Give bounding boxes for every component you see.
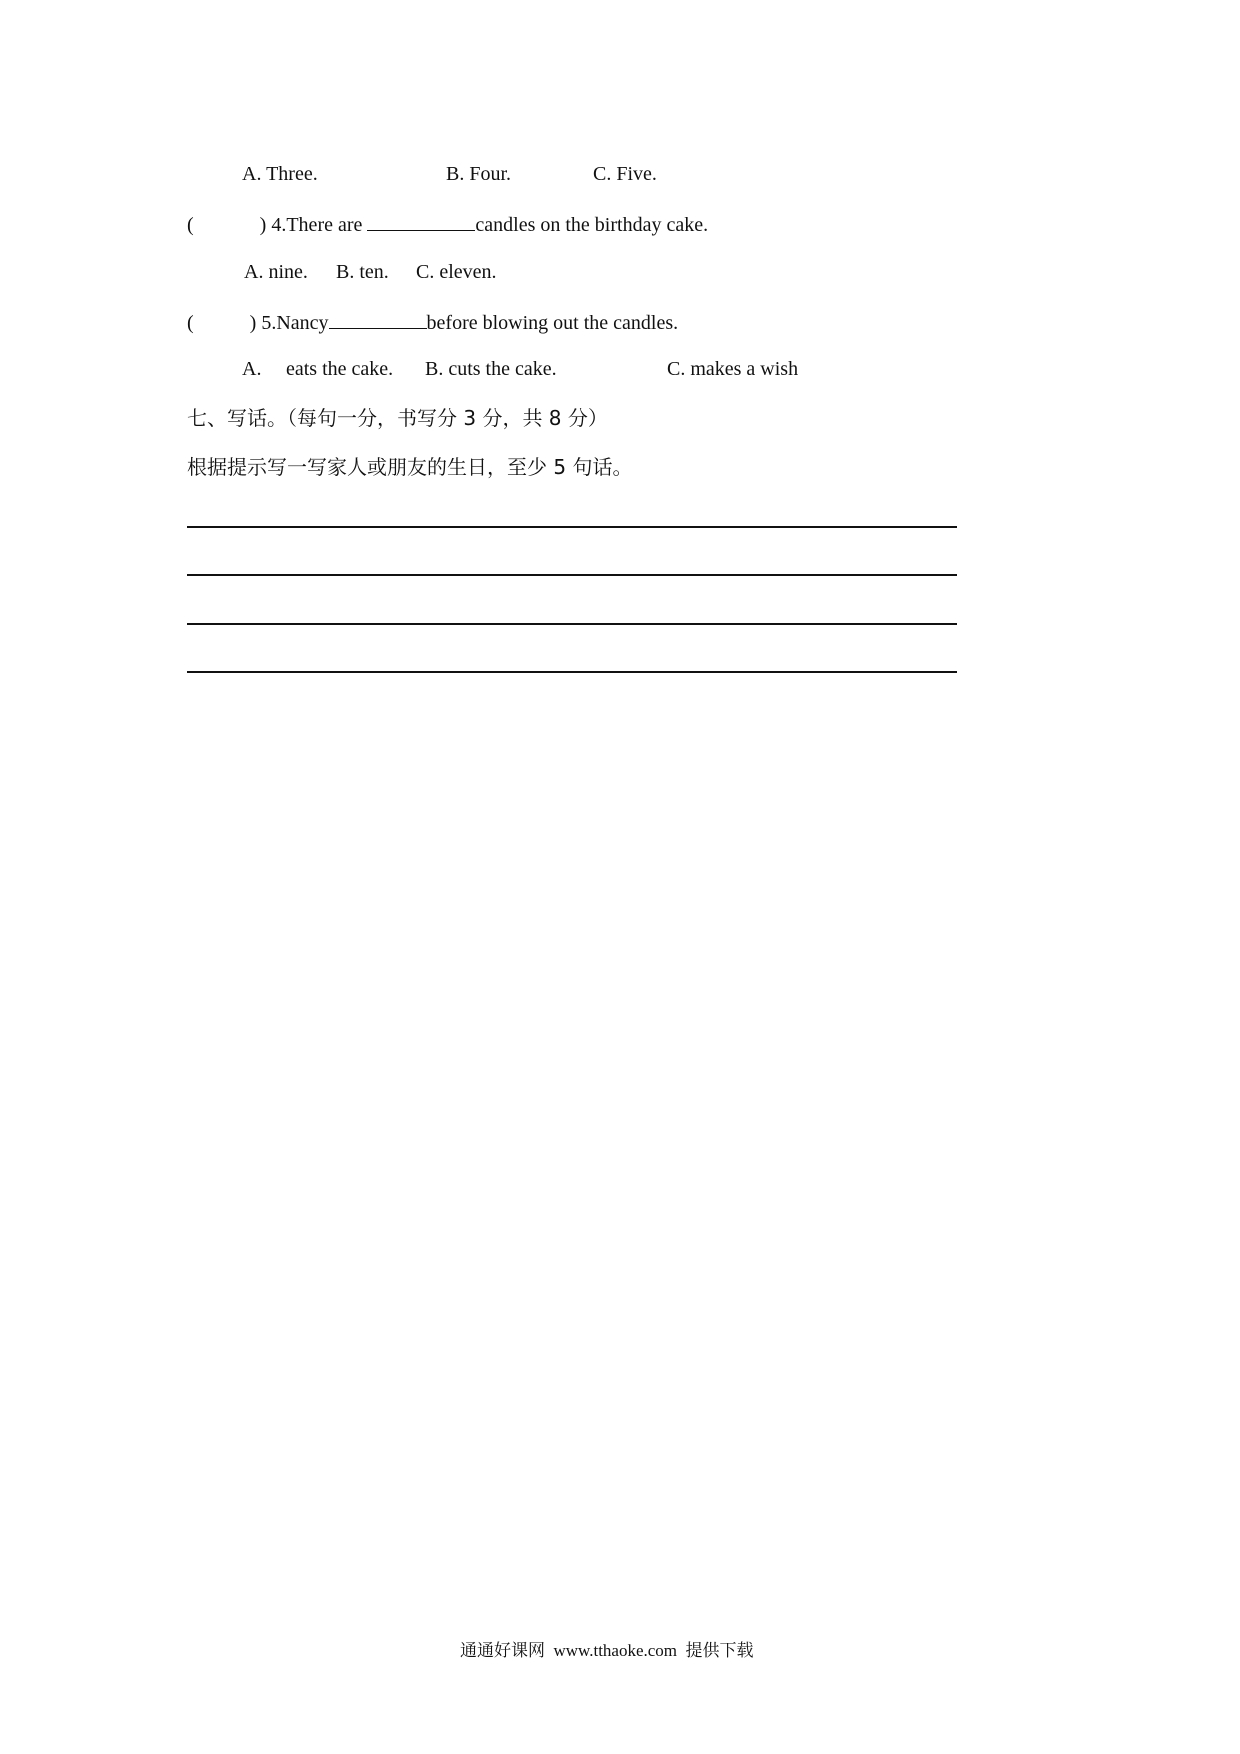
question-5 xyxy=(187,310,678,335)
q4-number: ) 4. xyxy=(259,214,287,236)
footer-site-name: 通通好课网 xyxy=(460,1641,545,1661)
q4-answer-blank[interactable] xyxy=(367,212,475,231)
q4-paren-open: ( xyxy=(187,214,194,236)
writing-line-3[interactable] xyxy=(187,623,957,625)
q5-option-a: A. xyxy=(242,358,262,380)
q3-option-c: C. Five. xyxy=(593,163,657,185)
section-7-instruction: 根据提示写一写家人或朋友的生日，至少 5 句话。 xyxy=(187,455,633,479)
q3-option-a: A. Three. xyxy=(242,163,318,185)
question-4 xyxy=(187,212,708,237)
q5-number: ) 5. xyxy=(249,312,277,334)
q4-text-after: candles on the birthday cake. xyxy=(475,214,709,236)
q4-option-b: B. ten. xyxy=(336,261,389,283)
q5-option-a-text: eats the cake. xyxy=(286,358,394,380)
q5-answer-blank[interactable] xyxy=(329,310,427,329)
q5-paren-open: ( xyxy=(187,312,194,334)
q5-text-before: Nancy xyxy=(276,312,329,334)
q5-option-b: B. cuts the cake. xyxy=(425,358,557,380)
q4-option-a: A. nine. xyxy=(244,261,308,283)
q5-text-after: before blowing out the candles. xyxy=(426,312,679,334)
writing-line-2[interactable] xyxy=(187,574,957,576)
q3-option-b: B. Four. xyxy=(446,163,512,185)
q4-text-before: There are xyxy=(286,214,368,236)
writing-line-4[interactable] xyxy=(187,671,957,673)
footer-suffix: 提供下载 xyxy=(685,1641,754,1661)
writing-line-1[interactable] xyxy=(187,526,957,528)
q4-option-c: C. eleven. xyxy=(416,261,497,283)
footer-url[interactable]: www.tthaoke.com xyxy=(553,1641,678,1660)
q5-option-c: C. makes a wish xyxy=(667,358,799,380)
page-footer xyxy=(460,1636,754,1661)
section-7-title: 七、写话。（每句一分，书写分 3 分，共 8 分） xyxy=(187,406,608,430)
